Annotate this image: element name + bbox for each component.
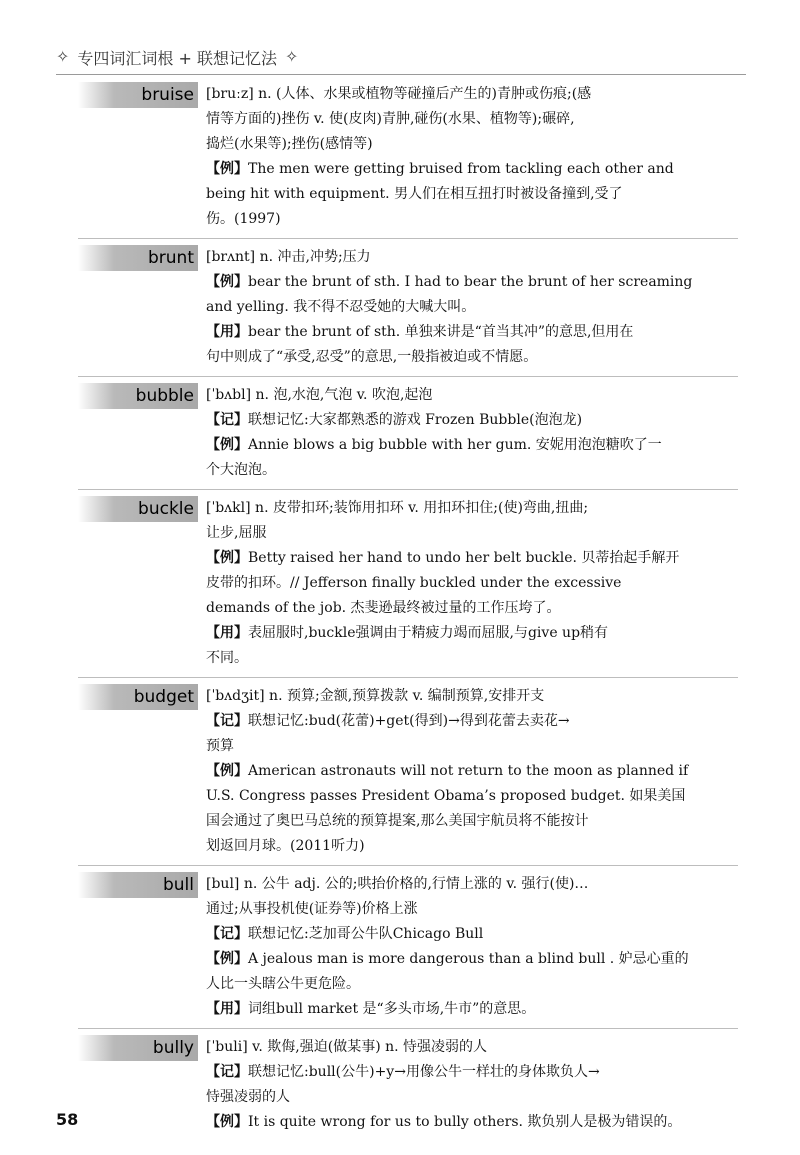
definition-line — [206, 734, 738, 759]
line-text: 联想记忆:大家都熟悉的游戏 Frozen Bubble(泡泡龙) — [248, 412, 583, 428]
diamond-ornament-icon: ✧ — [56, 47, 70, 66]
line-text: 联想记忆:bud(花蕾)+get(得到)→得到花蕾去卖花→ — [248, 713, 570, 729]
line-text: 个大泡泡。 — [206, 462, 276, 478]
line-text: and yelling. 我不得不忍受她的大喊大叫。 — [206, 299, 476, 315]
line-text: 情等方面的)挫伤 v. 使(皮肉)青肿,碰伤(水果、植物等);碾碎, — [206, 111, 575, 127]
running-header — [56, 40, 746, 75]
definition-line — [206, 834, 738, 859]
header-title: 专四词汇词根 + 联想记忆法 — [77, 48, 277, 68]
line-text: 人比一头瞎公牛更危险。 — [206, 976, 360, 992]
line-text: [ˈbʌkl] n. 皮带扣环;装饰用扣环 v. 用扣环扣住;(使)弯曲,扭曲; — [206, 500, 589, 516]
line-text: It is quite wrong for us to bully others. 欺负别人是极为错误的。 — [248, 1114, 682, 1130]
definition-line — [206, 1060, 738, 1085]
line-text: 表屈服时,buckle强调由于精疲力竭而屈服,与give up稍有 — [248, 625, 609, 641]
section-label: 【用】 — [206, 625, 248, 641]
entry-bruise — [78, 82, 738, 239]
definition-line — [206, 759, 738, 784]
entry-buckle — [78, 496, 738, 678]
headword: bull — [78, 872, 198, 898]
line-text: 划返回月球。(2011听力) — [206, 838, 365, 854]
definition-line — [206, 596, 738, 621]
section-label: 【例】 — [206, 437, 248, 453]
definition-line — [206, 922, 738, 947]
entry-bull — [78, 872, 738, 1029]
line-text: American astronauts will not return to the moon as planned if — [248, 763, 689, 779]
line-text: 句中则成了“承受,忍受”的意思,一般指被迫或不情愿。 — [206, 349, 538, 365]
definition-line — [206, 458, 738, 483]
definition-line — [206, 270, 738, 295]
line-text: 皮带的扣环。// Jefferson finally buckled under the excessive — [206, 575, 622, 591]
diamond-ornament-icon: ✧ — [285, 47, 299, 66]
line-text: being hit with equipment. 男人们在相互扭打时被设备撞到,受了 — [206, 186, 623, 202]
line-text: 伤。(1997) — [206, 211, 281, 227]
definition-line — [206, 320, 738, 345]
definition-line — [206, 947, 738, 972]
line-text: 通过;从事投机使(证券等)价格上涨 — [206, 901, 418, 917]
entry-bubble — [78, 383, 738, 490]
headword: budget — [78, 684, 198, 710]
line-text: [ˈbʌbl] n. 泡,水泡,气泡 v. 吹泡,起泡 — [206, 387, 433, 403]
line-text: demands of the job. 杰斐逊最终被过量的工作压垮了。 — [206, 600, 561, 616]
definition-line — [206, 872, 738, 897]
line-text: 不同。 — [206, 650, 248, 666]
section-label: 【用】 — [206, 324, 248, 340]
definition-line — [206, 897, 738, 922]
section-label: 【例】 — [206, 550, 248, 566]
line-text: 让步,屈服 — [206, 525, 267, 541]
section-label: 【记】 — [206, 713, 248, 729]
definition-line — [206, 521, 738, 546]
definition-line — [206, 997, 738, 1022]
line-text: 词组bull market 是“多头市场,牛市”的意思。 — [248, 1001, 536, 1017]
line-text: U.S. Congress passes President Obama’s proposed budget. 如果美国 — [206, 788, 686, 804]
headword: buckle — [78, 496, 198, 522]
definition-line — [206, 809, 738, 834]
line-text: 联想记忆:bull(公牛)+y→用像公牛一样壮的身体欺负人→ — [248, 1064, 600, 1080]
line-text: Annie blows a big bubble with her gum. 安妮用泡泡糖吹了一 — [248, 437, 662, 453]
headword: bruise — [78, 82, 198, 108]
section-label: 【例】 — [206, 274, 248, 290]
entry-brunt — [78, 245, 738, 377]
entry-list — [78, 82, 738, 1147]
headword: bully — [78, 1035, 198, 1061]
definition-line — [206, 433, 738, 458]
definition-line — [206, 646, 738, 671]
line-text: bear the brunt of sth. I had to bear the brunt of her screaming — [248, 274, 693, 290]
definition-line — [206, 408, 738, 433]
line-text: 捣烂(水果等);挫伤(感情等) — [206, 136, 373, 152]
definition-line — [206, 972, 738, 997]
line-text: 联想记忆:芝加哥公牛队Chicago Bull — [248, 926, 484, 942]
definition-line — [206, 182, 738, 207]
section-label: 【记】 — [206, 926, 248, 942]
definition-line — [206, 621, 738, 646]
section-label: 【例】 — [206, 1114, 248, 1130]
line-text: bear the brunt of sth. 单独来讲是“首当其冲”的意思,但用在 — [248, 324, 634, 340]
definition-line — [206, 496, 738, 521]
line-text: 恃强凌弱的人 — [206, 1089, 290, 1105]
entry-budget — [78, 684, 738, 866]
definition-line — [206, 82, 738, 107]
definition-line — [206, 684, 738, 709]
definition-line — [206, 157, 738, 182]
line-text: [bul] n. 公牛 adj. 公的;哄抬价格的,行情上涨的 v. 强行(使)… — [206, 876, 589, 892]
definition-line — [206, 1035, 738, 1060]
definition-line — [206, 784, 738, 809]
line-text: 国会通过了奥巴马总统的预算提案,那么美国宇航员将不能按计 — [206, 813, 589, 829]
section-label: 【例】 — [206, 951, 248, 967]
definition-line — [206, 245, 738, 270]
section-label: 【用】 — [206, 1001, 248, 1017]
definition-line — [206, 1085, 738, 1110]
line-text: [ˈbʌdʒit] n. 预算;金额,预算拨款 v. 编制预算,安排开支 — [206, 688, 545, 704]
section-label: 【记】 — [206, 1064, 248, 1080]
line-text: [bruːz] n. (人体、水果或植物等碰撞后产生的)青肿或伤痕;(感 — [206, 86, 592, 102]
line-text: A jealous man is more dangerous than a blind bull . 妒忌心重的 — [248, 951, 689, 967]
definition-line — [206, 1110, 738, 1135]
page-number: 58 — [56, 1110, 79, 1129]
section-label: 【记】 — [206, 412, 248, 428]
line-text: [ˈbuli] v. 欺侮,强迫(做某事) n. 恃强凌弱的人 — [206, 1039, 488, 1055]
definition-line — [206, 383, 738, 408]
line-text: [brʌnt] n. 冲击,冲势;压力 — [206, 249, 371, 265]
definition-line — [206, 571, 738, 596]
definition-line — [206, 107, 738, 132]
definition-line — [206, 709, 738, 734]
definition-line — [206, 295, 738, 320]
section-label: 【例】 — [206, 161, 248, 177]
entry-bully — [78, 1035, 738, 1141]
definition-line — [206, 345, 738, 370]
line-text: Betty raised her hand to undo her belt buckle. 贝蒂抬起手解开 — [248, 550, 680, 566]
line-text: 预算 — [206, 738, 234, 754]
section-label: 【例】 — [206, 763, 248, 779]
definition-line — [206, 546, 738, 571]
definition-line — [206, 132, 738, 157]
line-text: The men were getting bruised from tackling each other and — [248, 161, 674, 177]
headword: brunt — [78, 245, 198, 271]
definition-line — [206, 207, 738, 232]
headword: bubble — [78, 383, 198, 409]
